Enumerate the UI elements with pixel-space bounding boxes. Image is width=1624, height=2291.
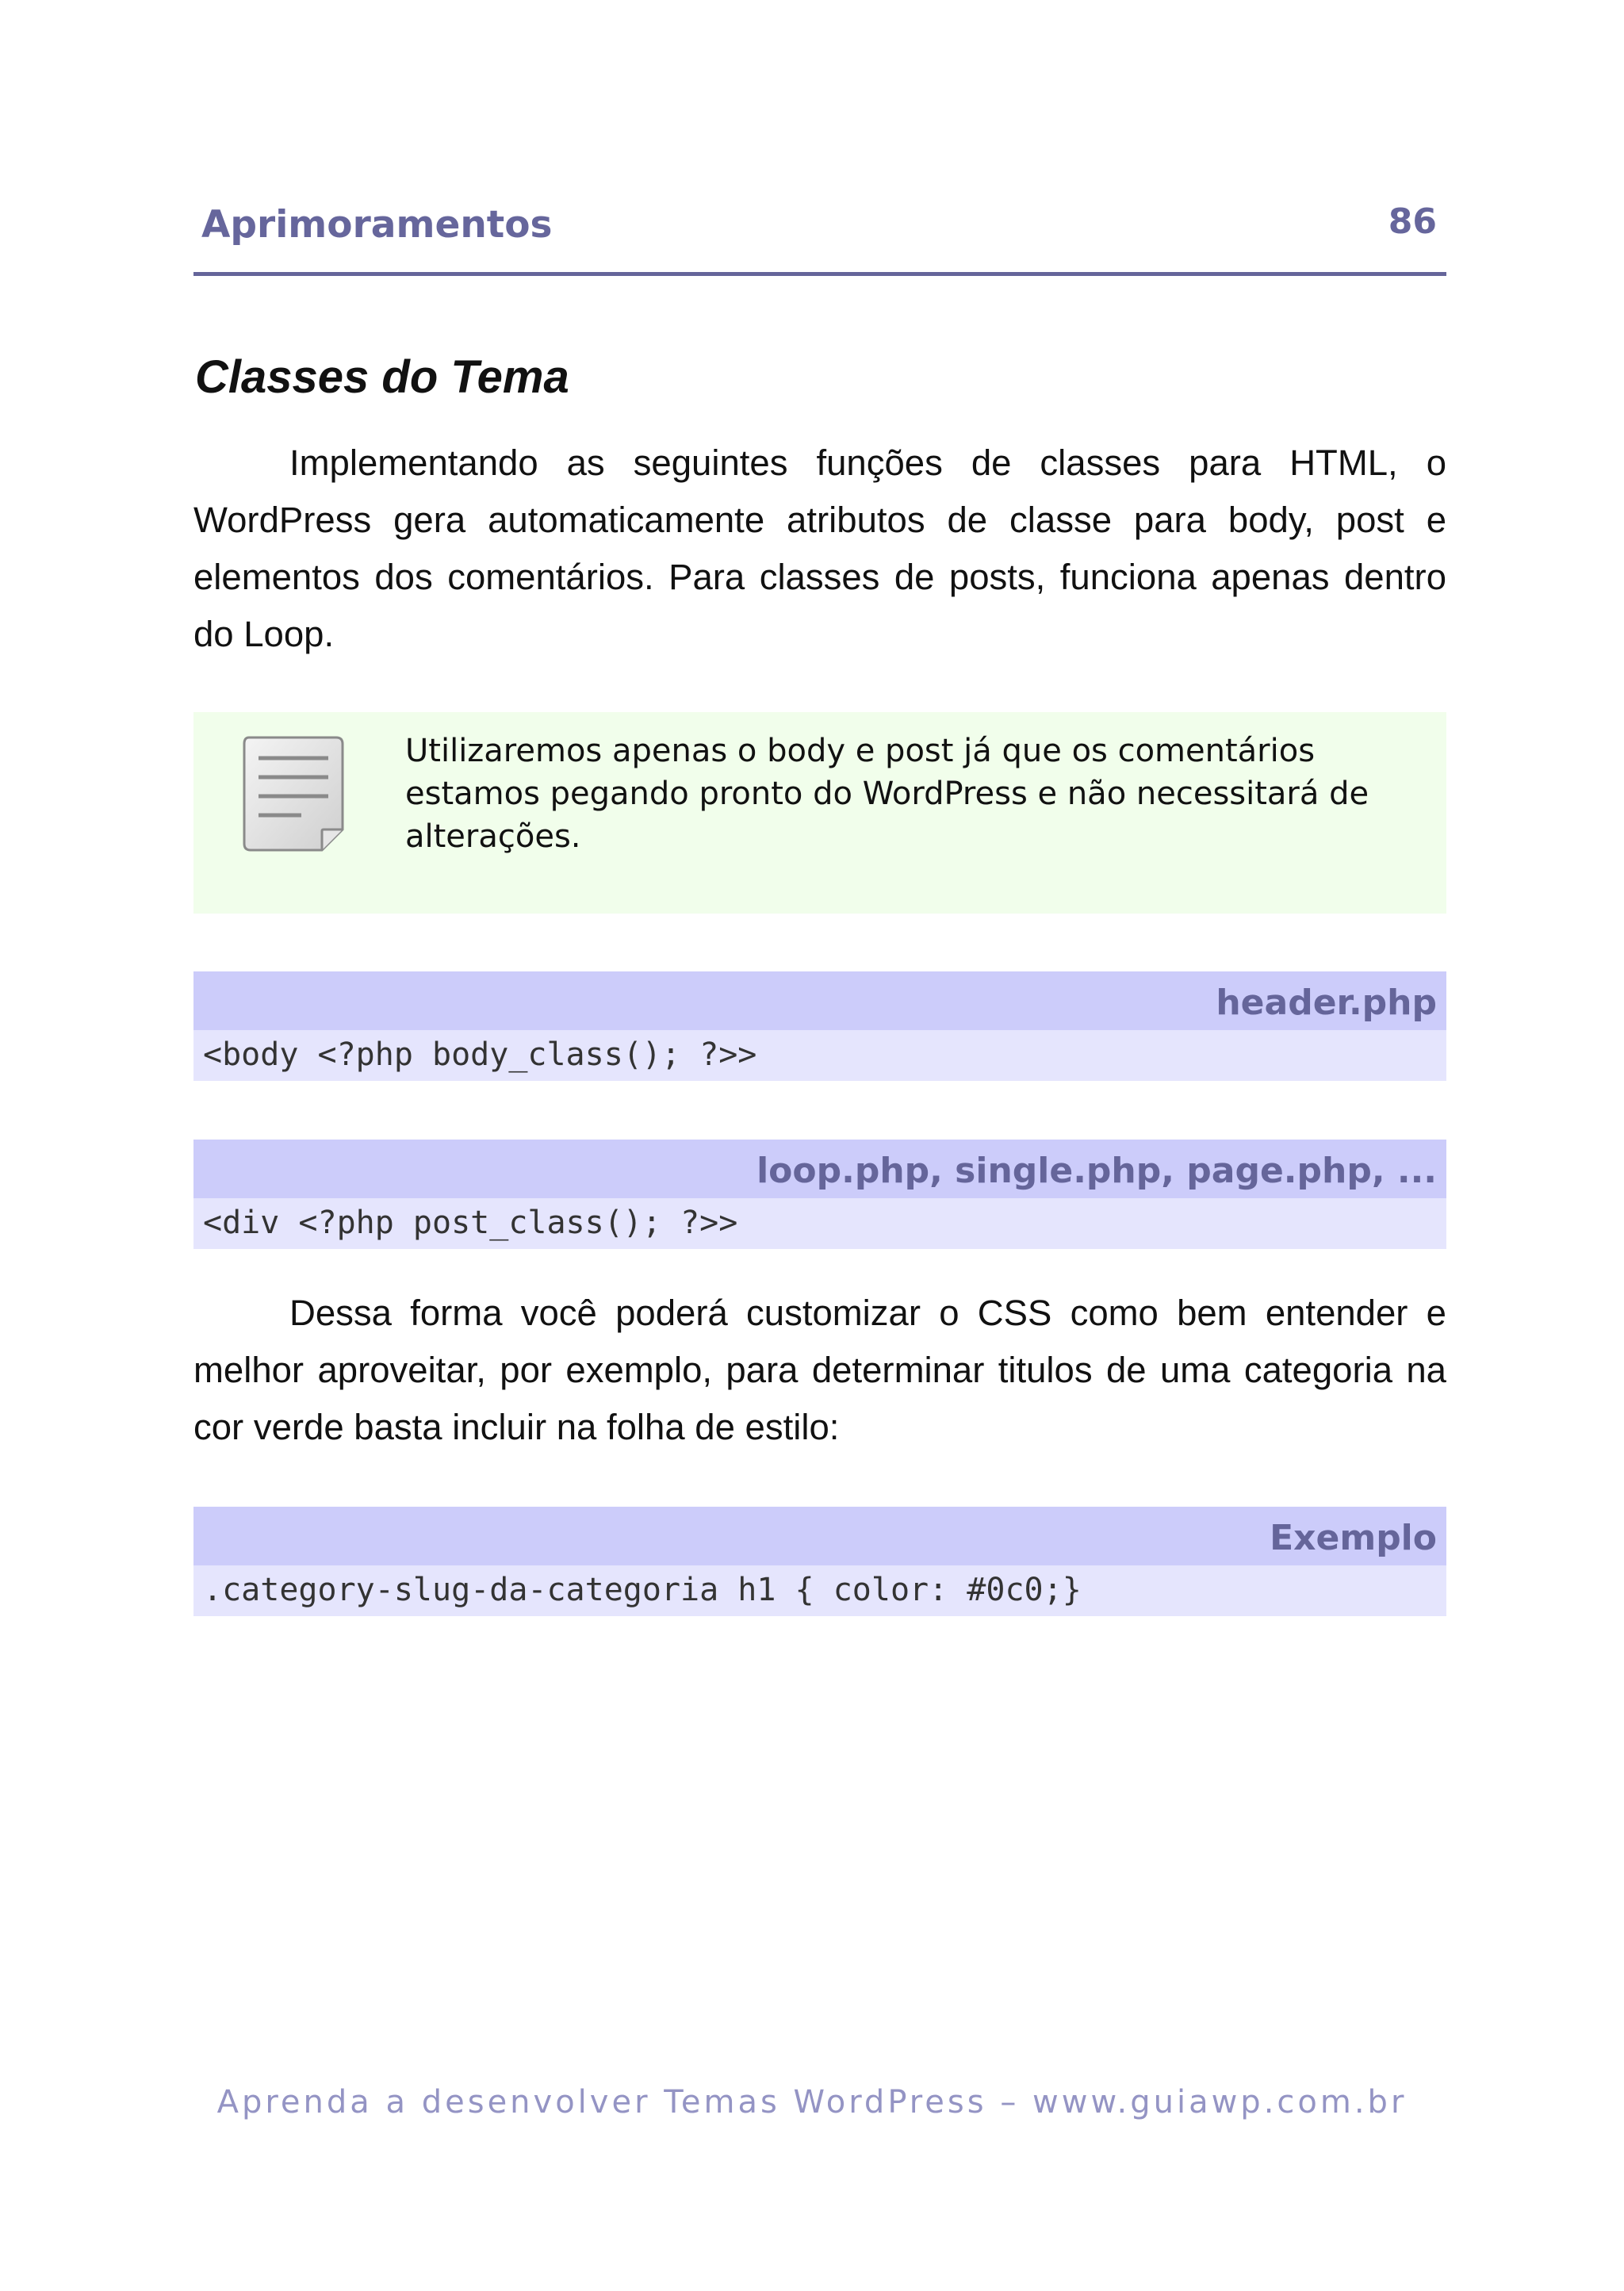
section-title: Classes do Tema — [195, 351, 569, 403]
code-filename: Exemplo — [193, 1507, 1446, 1565]
code-line: <body <?php body_class(); ?>> — [193, 1030, 1446, 1081]
code-block-loop-php — [193, 1140, 1446, 1249]
code-block-header-php — [193, 971, 1446, 1081]
document-note-icon — [243, 736, 344, 852]
page-header — [193, 189, 1446, 276]
intro-paragraph: Implementando as seguintes funções de classes para HTML, o WordPress gera automaticamente atributos de classe para body, post e elementos dos comentários. Para classes de posts, funciona apenas dentro do Loop. — [193, 442, 1446, 654]
header-page-number: 86 — [1388, 201, 1437, 242]
note-text: Utilizaremos apenas o body e post já que os comentários estamos pegando pronto do WordPress e não necessitará de alterações. — [405, 733, 1369, 855]
code-line: .category-slug-da-categoria h1 { color: #0c0;} — [193, 1565, 1446, 1616]
header-section-title: Aprimoramentos — [201, 203, 553, 247]
code-filename: header.php — [193, 971, 1446, 1030]
code-filename: loop.php, single.php, page.php, ... — [193, 1140, 1446, 1198]
note-box — [193, 712, 1446, 914]
code-line: <div <?php post_class(); ?>> — [193, 1198, 1446, 1249]
css-paragraph: Dessa forma você poderá customizar o CSS como bem entender e melhor aproveitar, por exemplo, para determinar titulos de uma categoria na cor verde basta incluir na folha de estilo: — [193, 1293, 1446, 1447]
code-block-exemplo — [193, 1507, 1446, 1616]
page-footer: Aprenda a desenvolver Temas WordPress – www.guiawp.com.br — [216, 2084, 1408, 2121]
